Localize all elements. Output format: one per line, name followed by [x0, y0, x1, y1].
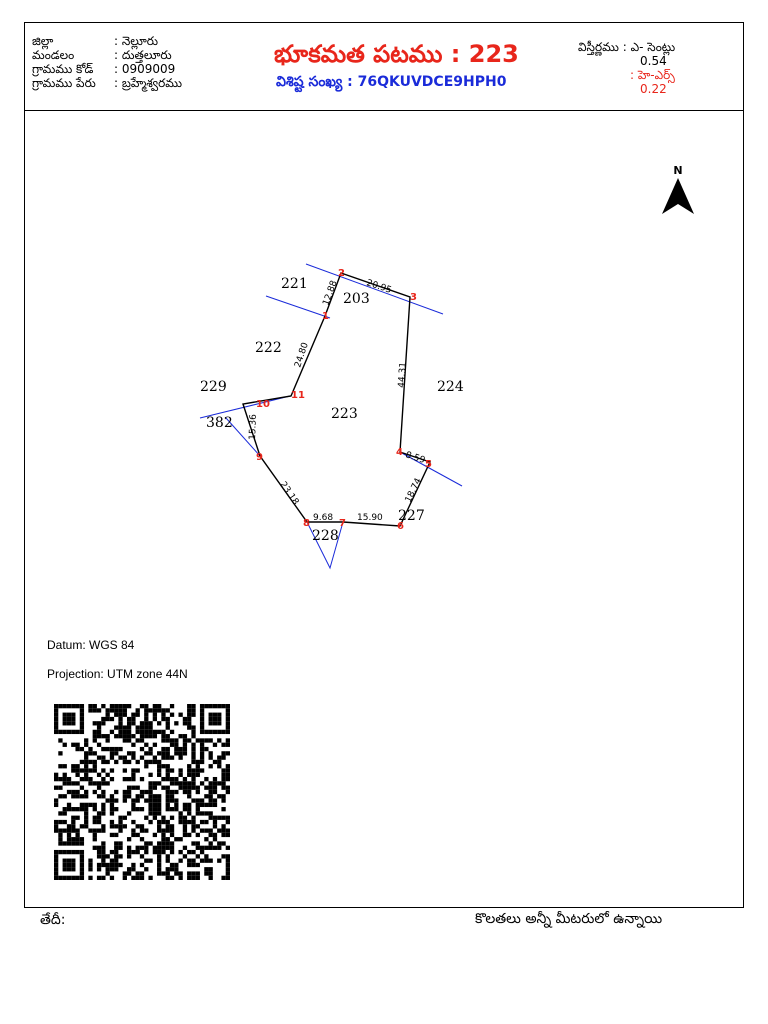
vertex-6: 6 [397, 521, 404, 532]
edge-length-4-5: 8.59 [404, 450, 427, 467]
vertex-10: 10 [256, 399, 270, 410]
edge-length-1-2: 12.88 [321, 279, 340, 308]
neighbor-228: 228 [312, 528, 339, 544]
neighbor-229: 229 [200, 379, 227, 395]
neighbor-221: 221 [281, 276, 308, 292]
neighbor-227: 227 [398, 508, 425, 524]
north-label: N [673, 164, 683, 177]
datum-label: Datum: WGS 84 [47, 638, 135, 652]
village-code-label: గ్రామము కోడ్ [32, 62, 94, 76]
vertex-7: 7 [339, 518, 346, 529]
parcel-number: 223 [331, 406, 358, 422]
header-divider [24, 110, 744, 111]
vertex-11: 11 [291, 390, 305, 401]
neighbor-222: 222 [255, 340, 282, 356]
edge-length-3-4: 44.31 [397, 361, 409, 389]
projection-label: Projection: UTM zone 44N [47, 667, 188, 681]
extent-acres-value: 0.54 [640, 54, 667, 68]
edge-length-7-8: 9.68 [313, 513, 334, 523]
mandal-label: మండలం [32, 48, 75, 62]
vertex-9: 9 [256, 452, 263, 463]
vertex-8: 8 [303, 518, 310, 529]
vertex-1: 1 [322, 311, 329, 322]
units-note: కొలతలు అన్నీ మీటరులో ఉన్నాయి [475, 911, 663, 927]
page-title: భూకమత పటము : 223 [274, 40, 519, 68]
edge-length-6-7: 15.90 [357, 513, 383, 523]
extent-label: విస్తీర్ణము [578, 40, 619, 54]
edge-length-8-9: 23.18 [277, 480, 301, 508]
district-label: జిల్లా [32, 34, 54, 48]
village-code-value: : 0909009 [114, 62, 176, 76]
vertex-2: 2 [338, 268, 345, 279]
vertex-3: 3 [410, 292, 417, 303]
edge-length-5-6: 18.74 [403, 476, 424, 505]
edge-length-10-1: 24.80 [293, 341, 311, 369]
edge-length-9-10: 15.36 [248, 414, 259, 441]
extent-acres-unit: : ఎ- సెంట్లు [622, 40, 676, 54]
district-value: : నెల్లూరు [114, 34, 159, 48]
qr-code[interactable] [36, 704, 248, 880]
vertex-4: 4 [396, 447, 403, 458]
extent-block [578, 40, 675, 96]
neighbor-382: 382 [206, 415, 233, 431]
neighbor-203: 203 [343, 291, 370, 307]
unique-id: విశిష్ట సంఖ్య : 76QKUVDCE9HPH0 [276, 74, 507, 90]
edge-length-2-3: 20.95 [365, 278, 393, 296]
village-name-value: : బ్రహ్మేశ్వరము [114, 76, 183, 90]
extent-ha-value: 0.22 [640, 82, 667, 96]
village-name-label: గ్రామము పేరు [32, 76, 96, 90]
location-details [32, 34, 182, 90]
neighbor-224: 224 [437, 379, 464, 395]
mandal-value: : దుత్తలూరు [114, 48, 172, 62]
north-arrow-icon [656, 160, 700, 220]
extent-ha-unit: : హె-ఎర్స్ [630, 68, 675, 82]
vertex-5: 5 [425, 459, 432, 470]
date-label: తేదీ: [40, 912, 66, 928]
